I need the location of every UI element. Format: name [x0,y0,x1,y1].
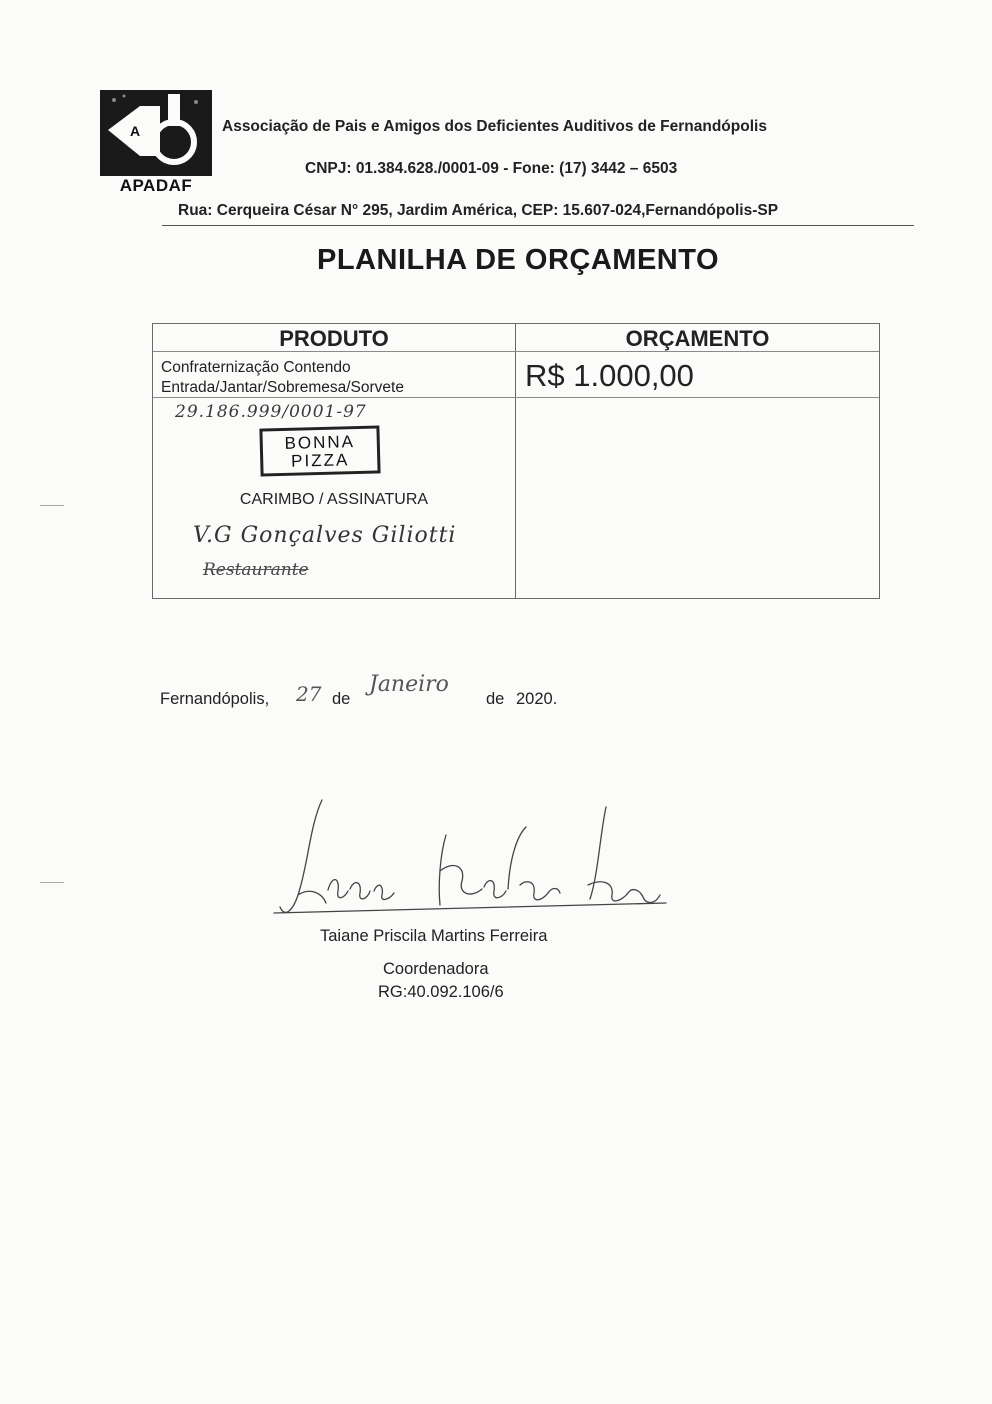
organization-address: Rua: Cerqueira César N° 295, Jardim América, CEP: 15.607-024,Fernandópolis-SP [178,202,779,219]
scan-mark [40,505,64,506]
page-title: PLANILHA DE ORÇAMENTO [317,244,719,276]
stamp-signature-caption: CARIMBO / ASSINATURA [239,491,429,508]
handwritten-company-role: Restaurante [203,560,309,580]
column-header-budget: ORÇAMENTO [625,326,770,351]
date-city: Fernandópolis, [160,690,270,708]
stamp-line: BONNA [284,432,356,453]
signatory-name: Taiane Priscila Martins Ferreira [320,927,548,945]
signatory-role: Coordenadora [383,960,489,978]
company-stamp [259,425,380,476]
product-line: Confraternização Contendo [161,359,351,376]
date-connector: de [332,690,351,708]
handwritten-signature [270,795,670,935]
logo-wordmark: APADAF [119,176,193,195]
date-connector: de [486,690,505,708]
organization-cnpj-phone: CNPJ: 01.384.628./0001-09 - Fone: (17) 3442 – 6503 [305,160,678,177]
header-divider [162,225,914,226]
svg-text:A: A [130,123,141,139]
handwritten-company-name: V.G Gonçalves Giliotti [193,523,457,548]
column-header-product: PRODUTO [279,326,389,351]
scan-mark [40,882,64,883]
product-description [161,358,404,398]
product-line: Entrada/Jantar/Sobremesa/Sorvete [161,379,404,396]
budget-value: R$ 1.000,00 [525,358,694,393]
handwritten-month: Janeiro [369,672,449,697]
date-line [160,672,558,709]
handwritten-day: 27 [296,682,322,706]
handwritten-cnpj: 29.186.999/0001-97 [175,402,367,422]
stamp-line: PIZZA [290,450,350,471]
signatory-rg: RG:40.092.106/6 [378,983,504,1001]
budget-table [152,323,880,599]
date-year: 2020. [516,690,558,708]
table-column-divider [515,324,516,598]
organization-name: Associação de Pais e Amigos dos Deficientes Auditivos de Fernandópolis [222,118,767,135]
